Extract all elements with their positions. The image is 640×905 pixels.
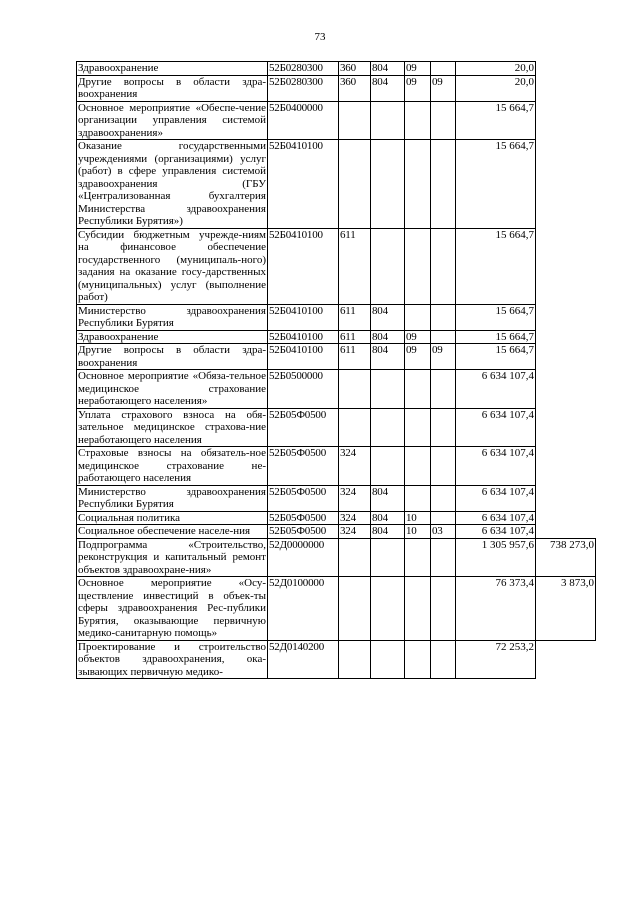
target-article-code: 52Б05Ф0500	[268, 485, 339, 511]
target-article-code: 52Б0500000	[268, 370, 339, 409]
amount: 6 634 107,4	[456, 525, 536, 539]
ministry-code	[371, 577, 405, 641]
subsection-code	[431, 640, 456, 679]
subsection-code: 09	[431, 75, 456, 101]
amount-extra	[536, 228, 596, 304]
table-row	[77, 577, 596, 641]
expense-type-code: 611	[339, 344, 371, 370]
amount: 15 664,7	[456, 140, 536, 229]
row-name: Уплата страхового взноса на обя-зательное медицинское страхова-ние неработающего населения	[78, 408, 266, 446]
amount: 15 664,7	[456, 330, 536, 344]
section-code	[405, 640, 431, 679]
target-article-code: 52Б0410100	[268, 304, 339, 330]
table-row	[77, 511, 596, 525]
page-number: 73	[314, 31, 326, 43]
ministry-code: 804	[371, 485, 405, 511]
row-name: Страховые взносы на обязатель-ное медицинское страхование не-работающего населения	[78, 447, 266, 484]
subsection-code	[431, 228, 456, 304]
row-name: Социальная политика	[77, 511, 268, 525]
amount-extra	[536, 75, 596, 101]
row-name: Подпрограмма «Строительство, реконструкция и капитальный ремонт объектов здравоохране-ния»	[78, 538, 266, 576]
table-row	[77, 485, 596, 511]
subsection-code	[431, 140, 456, 229]
amount: 6 634 107,4	[456, 511, 536, 525]
subsection-code	[431, 577, 456, 641]
row-name: Другие вопросы в области здра-воохранения	[78, 75, 266, 100]
amount-extra	[536, 447, 596, 486]
section-code	[405, 538, 431, 577]
section-code: 09	[405, 344, 431, 370]
table-body	[77, 62, 596, 679]
expense-type-code	[339, 140, 371, 229]
amount: 15 664,7	[456, 344, 536, 370]
section-code: 10	[405, 525, 431, 539]
target-article-code: 52Б0280300	[268, 75, 339, 101]
amount: 1 305 957,6	[456, 538, 536, 577]
amount-extra	[536, 525, 596, 539]
ministry-code	[371, 538, 405, 577]
section-code: 10	[405, 511, 431, 525]
amount-extra	[536, 485, 596, 511]
table-row	[77, 304, 596, 330]
table-row	[77, 228, 596, 304]
row-name: Основное мероприятие «Осу-ществление инвестиций в объек-ты сферы здравоохранения Рес-публики Бурятия, оказывающие первичную медико-санитарную помощь»	[78, 577, 266, 639]
table-row	[77, 344, 596, 370]
subsection-code	[431, 304, 456, 330]
table-row	[77, 370, 596, 409]
section-code	[405, 408, 431, 447]
section-code	[405, 140, 431, 229]
row-name: Социальное обеспечение населе-ния	[77, 525, 268, 539]
expense-type-code: 360	[339, 75, 371, 101]
expense-type-code: 611	[339, 228, 371, 304]
subsection-code	[431, 538, 456, 577]
amount-extra	[536, 344, 596, 370]
amount: 15 664,7	[456, 228, 536, 304]
amount: 20,0	[456, 75, 536, 101]
expense-type-code	[339, 101, 371, 140]
amount: 6 634 107,4	[456, 408, 536, 447]
table-row	[77, 330, 596, 344]
row-name: Здравоохранение	[77, 330, 268, 344]
amount: 72 253,2	[456, 640, 536, 679]
target-article-code: 52Б05Ф0500	[268, 525, 339, 539]
amount: 15 664,7	[456, 101, 536, 140]
expense-type-code: 324	[339, 525, 371, 539]
row-name: Субсидии бюджетным учрежде-ниям на финансовое обеспечение государственного (муниципаль-ного) задания на оказание госу-дарственных (муниципальных) услуг (выполнение работ)	[78, 228, 266, 303]
expense-type-code: 324	[339, 485, 371, 511]
ministry-code	[371, 640, 405, 679]
subsection-code	[431, 62, 456, 76]
amount: 6 634 107,4	[456, 370, 536, 409]
amount: 20,0	[456, 62, 536, 76]
row-name: Основное мероприятие «Обяза-тельное медицинское страхование неработающего населения»	[78, 370, 266, 407]
subsection-code	[431, 447, 456, 486]
expense-type-code	[339, 370, 371, 409]
ministry-code	[371, 228, 405, 304]
target-article-code: 52Б0280300	[268, 62, 339, 76]
table-row	[77, 62, 596, 76]
amount-extra	[536, 304, 596, 330]
amount: 6 634 107,4	[456, 485, 536, 511]
table-row	[77, 447, 596, 486]
row-name: Основное мероприятие «Обеспе-чение организации управления системой здравоохранения»	[78, 101, 266, 139]
expense-type-code: 324	[339, 447, 371, 486]
section-code	[405, 101, 431, 140]
section-code	[405, 577, 431, 641]
target-article-code: 52Д0140200	[268, 640, 339, 679]
subsection-code: 09	[431, 344, 456, 370]
table-row	[77, 525, 596, 539]
target-article-code: 52Б0400000	[268, 101, 339, 140]
amount-extra	[536, 140, 596, 229]
expense-type-code: 324	[339, 511, 371, 525]
section-code: 09	[405, 62, 431, 76]
amount-extra	[536, 101, 596, 140]
ministry-code: 804	[371, 75, 405, 101]
subsection-code: 03	[431, 525, 456, 539]
row-name: Министерство здравоохранения Республики Бурятия	[78, 304, 266, 329]
subsection-code	[431, 485, 456, 511]
table-row	[77, 140, 596, 229]
row-name: Оказание государственными учреждениями (организациями) услуг (работ) в сфере управления системой здравоохранения (ГБУ «Централизованная бухгалтерия Министерства здравоохранения Республики Бурятия»)	[78, 140, 266, 227]
ministry-code	[371, 408, 405, 447]
row-name: Проектирование и строительство объектов здравоохранения, ока-зывающих первичную медико-	[78, 640, 266, 678]
expense-type-code: 360	[339, 62, 371, 76]
amount-extra	[536, 62, 596, 76]
target-article-code: 52Д0000000	[268, 538, 339, 577]
ministry-code: 804	[371, 344, 405, 370]
table-row	[77, 408, 596, 447]
expense-type-code	[339, 577, 371, 641]
amount-extra	[536, 330, 596, 344]
amount-extra	[536, 370, 596, 409]
section-code	[405, 485, 431, 511]
ministry-code: 804	[371, 304, 405, 330]
expense-type-code: 611	[339, 330, 371, 344]
amount: 6 634 107,4	[456, 447, 536, 486]
target-article-code: 52Б05Ф0500	[268, 447, 339, 486]
row-name: Здравоохранение	[77, 62, 268, 76]
subsection-code	[431, 101, 456, 140]
ministry-code	[371, 370, 405, 409]
section-code	[405, 228, 431, 304]
section-code	[405, 447, 431, 486]
subsection-code	[431, 330, 456, 344]
expense-type-code	[339, 538, 371, 577]
subsection-code	[431, 370, 456, 409]
target-article-code: 52Б0410100	[268, 330, 339, 344]
budget-table	[76, 61, 596, 679]
ministry-code: 804	[371, 511, 405, 525]
ministry-code: 804	[371, 525, 405, 539]
expense-type-code: 611	[339, 304, 371, 330]
target-article-code: 52Б05Ф0500	[268, 408, 339, 447]
ministry-code	[371, 140, 405, 229]
expense-type-code	[339, 408, 371, 447]
section-code: 09	[405, 330, 431, 344]
table-row	[77, 101, 596, 140]
amount-extra	[536, 408, 596, 447]
ministry-code	[371, 447, 405, 486]
section-code	[405, 370, 431, 409]
expense-type-code	[339, 640, 371, 679]
row-name: Другие вопросы в области здра-воохранения	[78, 344, 266, 369]
table-row	[77, 538, 596, 577]
row-name: Министерство здравоохранения Республики Бурятия	[78, 485, 266, 510]
amount: 76 373,4	[456, 577, 536, 641]
ministry-code	[371, 101, 405, 140]
amount-extra	[536, 640, 596, 679]
target-article-code: 52Б0410100	[268, 344, 339, 370]
target-article-code: 52Б05Ф0500	[268, 511, 339, 525]
target-article-code: 52Б0410100	[268, 140, 339, 229]
table-row	[77, 640, 596, 679]
target-article-code: 52Д0100000	[268, 577, 339, 641]
section-code	[405, 304, 431, 330]
amount-extra: 3 873,0	[536, 577, 596, 641]
subsection-code	[431, 511, 456, 525]
section-code: 09	[405, 75, 431, 101]
subsection-code	[431, 408, 456, 447]
table-row	[77, 75, 596, 101]
ministry-code: 804	[371, 62, 405, 76]
amount-extra: 738 273,0	[536, 538, 596, 577]
amount-extra	[536, 511, 596, 525]
amount: 15 664,7	[456, 304, 536, 330]
ministry-code: 804	[371, 330, 405, 344]
target-article-code: 52Б0410100	[268, 228, 339, 304]
